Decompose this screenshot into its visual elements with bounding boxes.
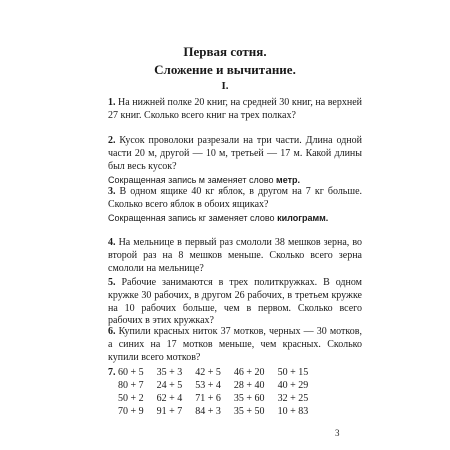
exercise-item: 35 + 60 (233, 393, 265, 404)
exercise-item: 40 + 29 (277, 380, 309, 391)
problem-3 (90, 186, 362, 212)
exercise-item: 35 + 3 (156, 367, 183, 378)
problem-2-number: 2. (108, 135, 116, 146)
exercise-item: 60 + 5 (118, 367, 144, 378)
exercise-item: 62 + 4 (156, 393, 183, 404)
problem-6 (90, 326, 362, 364)
exercise-item: 10 + 83 (277, 406, 309, 417)
problem-5-text: Рабочие занимаются в трех политкружках. В одном кружке 30 рабочих, в другом 26 рабочих, в третьем кружке на 10 рабочих больше, чем в первом. Сколько всего рабочих в этих кружках? (108, 277, 362, 327)
exercise-item: 91 + 7 (156, 406, 183, 417)
problem-2-text: Кусок проволоки разрезали на три части. Длина одной части 20 м, другой — 10 м, третьей — 17 м. Какой длины был весь кусок? (108, 135, 362, 172)
exercise-item: 46 + 20 (233, 367, 265, 378)
problem-3-number: 3. (108, 186, 116, 197)
exercise-item: 71 + 6 (195, 393, 221, 404)
exercise-item: 80 + 7 (118, 380, 144, 391)
problem-1-text: На нижней полке 20 книг, на средней 30 книг, на верхней 27 книг. Сколько всего книг на трех полках? (108, 97, 362, 121)
exercise-row (118, 392, 321, 405)
problem-5 (90, 277, 362, 328)
note-meter-word: метр. (276, 175, 300, 185)
problem-1 (90, 97, 362, 123)
exercise-item: 35 + 50 (233, 406, 265, 417)
exercise-item: 70 + 9 (118, 406, 144, 417)
problem-6-number: 6. (108, 326, 116, 337)
exercise-row (118, 366, 321, 379)
note-meter-text: Сокращенная запись м заменяет слово (108, 175, 274, 185)
exercise-item: 42 + 5 (195, 367, 221, 378)
exercise-item: 50 + 15 (277, 367, 309, 378)
exercise-7-number: 7. (108, 367, 116, 378)
problem-1-number: 1. (108, 97, 116, 108)
section-number: I. (221, 80, 229, 92)
page-subtitle: Сложение и вычитание. (154, 62, 296, 77)
problem-2 (90, 135, 362, 173)
problem-4-text: На мельнице в первый раз смололи 38 мешков зерна, во второй раз на 8 мешков меньше. Сколько всего зерна смололи на мельнице? (108, 237, 362, 274)
problem-6-text: Купили красных ниток 37 мотков, черных — 30 мотков, а синих на 17 мотков меньше, чем красных. Сколько купили всего мотков? (108, 326, 362, 363)
note-kilogram-word: килограмм. (277, 213, 329, 223)
exercise-item: 32 + 25 (277, 393, 309, 404)
note-kilogram-text: Сокращенная запись кг заменяет слово (108, 213, 275, 223)
page-title: Первая сотня. (183, 44, 267, 59)
note-kilogram (90, 212, 362, 226)
problem-4-number: 4. (108, 237, 116, 248)
page-number: 3 (335, 428, 340, 438)
exercise-item: 84 + 3 (195, 406, 221, 417)
problem-3-text: В одном ящике 40 кг яблок, в другом на 7 кг больше. Сколько всего яблок в обоих ящиках? (108, 186, 363, 210)
exercise-item: 28 + 40 (233, 380, 265, 391)
exercise-row (118, 405, 321, 418)
problem-4 (90, 237, 362, 275)
exercise-item: 50 + 2 (118, 393, 144, 404)
exercise-7 (108, 366, 368, 418)
exercise-item: 24 + 5 (156, 380, 183, 391)
problem-5-number: 5. (108, 277, 116, 288)
exercise-7-table (118, 366, 321, 418)
exercise-row (118, 379, 321, 392)
exercise-item: 53 + 4 (195, 380, 221, 391)
